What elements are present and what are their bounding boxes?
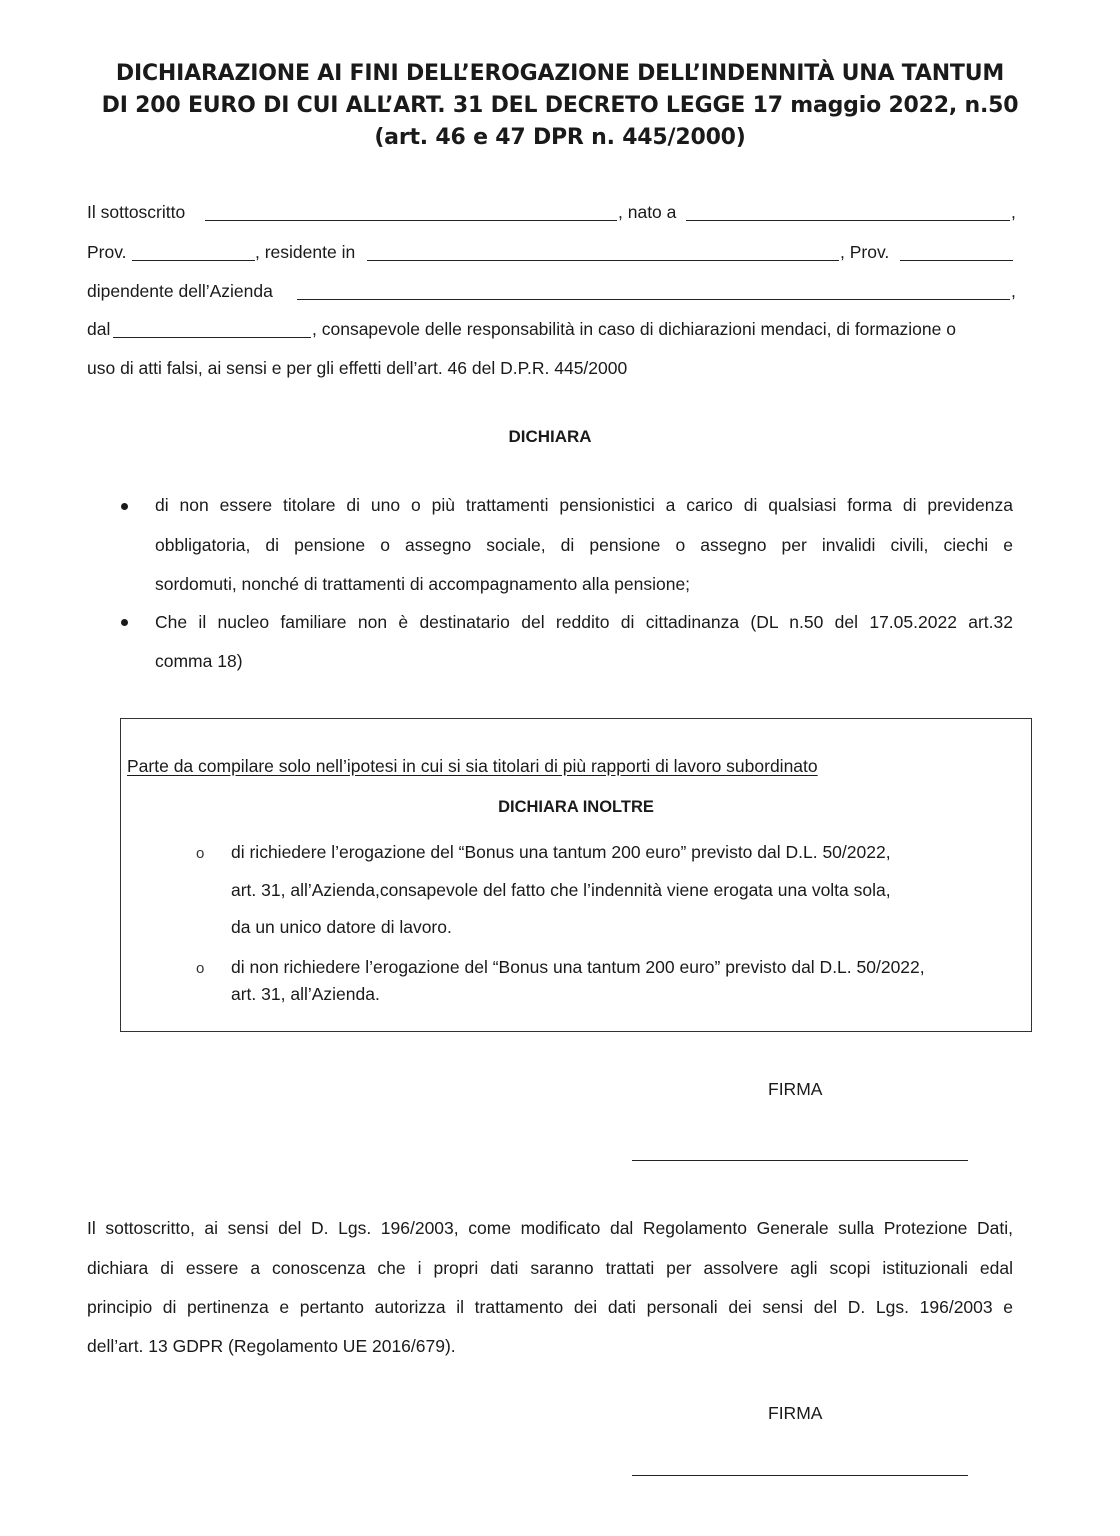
dichiara-item2-line1: Che il nucleo familiare non è destinatario del reddito di cittadinanza (DL n.50 del 17.05.2022 art.32 [155,612,1013,632]
option-2-line1: di non richiedere l’erogazione del “Bonus una tantum 200 euro” previsto dal D.L. 50/2022, [231,957,925,977]
firma-label-1: FIRMA [768,1079,823,1099]
dal-label: dal [87,319,111,339]
date-field[interactable] [113,337,311,338]
sottoscritto-label: Il sottoscritto [87,202,186,222]
option-2-checkbox-icon[interactable]: o [196,960,205,977]
privacy-line-1: Il sottoscritto, ai sensi del D. Lgs. 196/2003, come modificato dal Regolamento Generale sulla Protezione Dati, [87,1218,1013,1238]
row3-comma: , [1011,281,1016,301]
option-1-checkbox-icon[interactable]: o [196,845,205,862]
nato-label: , nato a [618,202,677,222]
dichiara-heading: DICHIARA [508,427,592,446]
option-1-line3: da un unico datore di lavoro. [231,917,452,937]
residence-prov-field[interactable] [900,260,1013,261]
signature-field-1[interactable] [632,1160,968,1161]
option-1-line2: art. 31, all’Azienda,consapevole del fatto che l’indennità viene erogata una volta sola, [231,880,891,900]
bullet-icon [121,503,128,510]
birthplace-field[interactable] [686,220,1010,221]
dichiara-item1-line3: sordomuti, nonché di trattamenti di accompagnamento alla pensione; [155,574,691,594]
title-line-2: DI 200 EURO DI CUI ALL’ART. 31 DEL DECRETO LEGGE 17 maggio 2022, n.50 [101,93,1019,118]
option-2-line2: art. 31, all’Azienda. [231,984,380,1004]
document-title [0,58,1120,154]
title-line-1: DICHIARAZIONE AI FINI DELL’EROGAZIONE DELL’INDENNITÀ UNA TANTUM [115,61,1005,86]
name-field[interactable] [205,220,617,221]
dichiara-item1-line2: obbligatoria, di pensione o assegno sociale, di pensione o assegno per invalidi civili, ciechi e [155,535,1013,555]
dipendente-label: dipendente dell’Azienda [87,281,273,301]
dichiara-inoltre-heading: DICHIARA INOLTRE [498,798,654,816]
box-intro: Parte da compilare solo nell’ipotesi in cui si sia titolari di più rapporti di lavoro subordinato [127,756,818,776]
firma-label-2: FIRMA [768,1403,823,1423]
birth-prov-field[interactable] [132,260,255,261]
company-field[interactable] [297,299,1010,300]
prov-label: Prov. [87,242,127,262]
row1-comma: , [1011,202,1016,222]
privacy-line-4: dell’art. 13 GDPR (Regolamento UE 2016/679). [87,1336,456,1356]
privacy-line-3: principio di pertinenza e pertanto autorizza il trattamento dei dati personali dei sensi del D. Lgs. 196/2003 e [87,1297,1013,1317]
residente-label: , residente in [255,242,356,262]
dichiara-item2-line2: comma 18) [155,651,243,671]
privacy-line-2: dichiara di essere a conoscenza che i propri dati saranno trattati per assolvere agli scopi istituzionali edal [87,1258,1013,1278]
residence-field[interactable] [367,260,839,261]
prov2-label: , Prov. [840,242,890,262]
consapevole-text: , consapevole delle responsabilità in caso di dichiarazioni mendaci, di formazione o [312,319,956,339]
title-line-3: (art. 46 e 47 DPR n. 445/2000) [374,125,746,150]
uso-atti-text: uso di atti falsi, ai sensi e per gli effetti dell’art. 46 del D.P.R. 445/2000 [87,358,628,378]
dichiara-item1-line1: di non essere titolare di uno o più trattamenti pensionistici a carico di qualsiasi forma di previdenza [155,495,1013,515]
signature-field-2[interactable] [632,1475,968,1476]
option-1-line1: di richiedere l’erogazione del “Bonus una tantum 200 euro” previsto dal D.L. 50/2022, [231,842,891,862]
bullet-icon [121,619,128,626]
